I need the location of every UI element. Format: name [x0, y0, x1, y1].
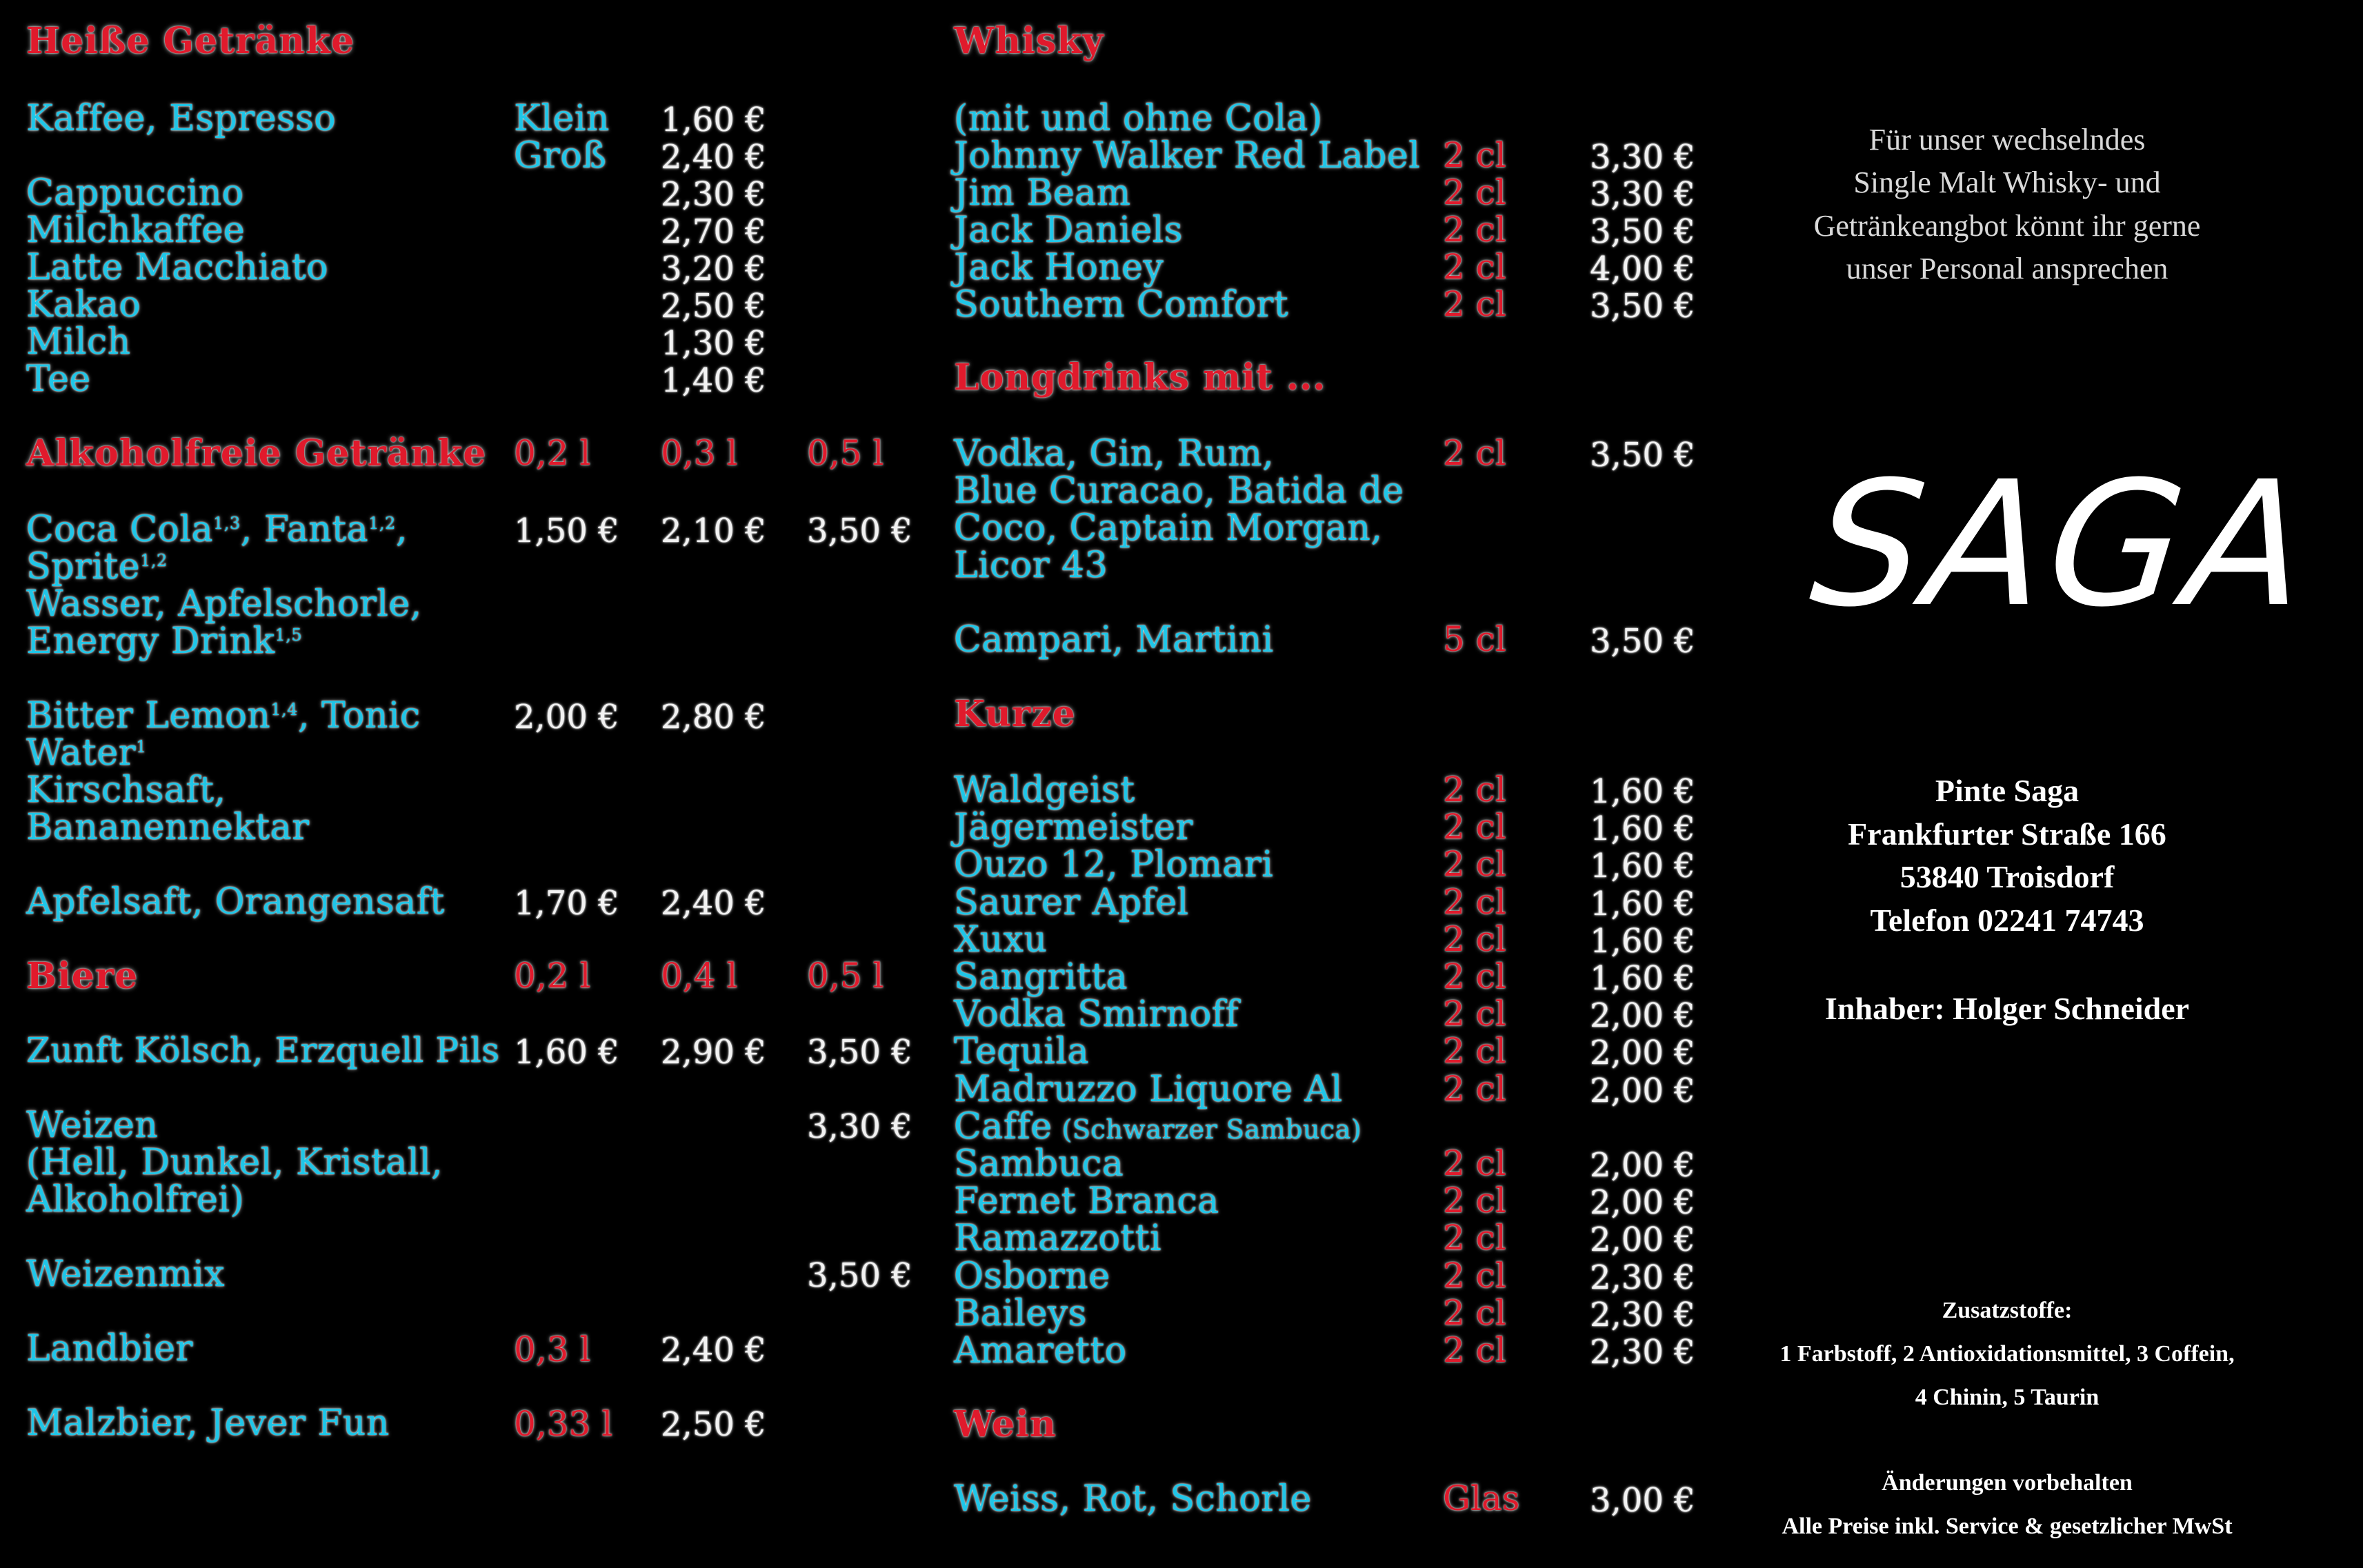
saga-logo: SAGA: [1803, 444, 2320, 645]
price: 3,50 €: [1590, 287, 1695, 325]
size: 2 cl: [1443, 994, 1506, 1034]
size: 2 cl: [1443, 284, 1506, 324]
menu-item-name: Kakao: [26, 284, 141, 325]
price: 2,80 €: [661, 698, 766, 736]
section-title-wine: Wein: [954, 1403, 1057, 1445]
menu-item-name: Licor 43: [954, 545, 1108, 586]
menu-item-name: Osborne: [954, 1255, 1110, 1297]
price: 2,00 €: [1590, 1071, 1695, 1110]
size: 2 cl: [1443, 881, 1506, 922]
size: 2 cl: [1443, 1068, 1506, 1109]
menu-item-name: Latte Macchiato: [26, 247, 328, 288]
section-title-longdrinks: Longdrinks mit ...: [954, 356, 1326, 399]
menu-item-name: Bitter Lemon$^{1,4}$, Tonic: [26, 695, 421, 736]
menu-item-name: Bananennektar: [26, 807, 310, 848]
section-title-softdrinks: Alkoholfreie Getränke: [26, 432, 487, 474]
menu-item-name: Weizen: [26, 1105, 159, 1146]
menu-item-name: Madruzzo Liquore Al: [954, 1068, 1343, 1110]
menu-item-name: Tequila: [954, 1031, 1089, 1073]
menu-item-name: Jägermeister: [954, 807, 1193, 849]
price: 1,60 €: [661, 101, 766, 139]
address-block: Pinte Saga Frankfurter Straße 166 53840 Troisdorf Telefon 02241 74743: [1848, 773, 2166, 938]
size: 2 cl: [1443, 1218, 1506, 1258]
size: 2 cl: [1443, 844, 1506, 885]
price: 4,00 €: [1590, 250, 1695, 288]
menu-item-name: Milch: [26, 321, 131, 363]
menu-item-name: Amaretto: [954, 1330, 1127, 1371]
menu-item-name: Tee: [26, 359, 91, 400]
menu-item-name: Ouzo 12, Plomari: [954, 844, 1274, 886]
menu-item-name: Sambuca: [954, 1143, 1124, 1185]
additives-block: Zusatzstoffe: 1 Farbstoff, 2 Antioxidationsmittel, 3 Coffein, 4 Chinin, 5 Taurin: [1779, 1298, 2235, 1410]
menu-item-name: Johnny Walker Red Label: [954, 135, 1421, 177]
price: 3,30 €: [1590, 138, 1695, 177]
price: 2,40 €: [661, 138, 766, 177]
size: 2 cl: [1443, 247, 1506, 287]
price: 3,00 €: [1590, 1481, 1695, 1520]
price: 2,00 €: [1590, 1146, 1695, 1185]
price: 2,10 €: [661, 512, 766, 550]
price: 2,00 €: [1590, 1034, 1695, 1073]
menu-item-name: Sangritta: [954, 956, 1128, 998]
size-header: 0,5 l: [807, 956, 884, 996]
menu-item-name: Alkoholfrei): [26, 1179, 245, 1220]
menu-item-name: Malzbier, Jever Fun: [26, 1403, 390, 1444]
menu-item-name: Blue Curacao, Batida de: [954, 470, 1404, 512]
footer-notes: Änderungen vorbehalten Alle Preise inkl. Service & gesetzlicher MwSt: [1782, 1470, 2233, 1539]
menu-item-name: Milchkaffee: [26, 210, 246, 251]
menu-item-name: Cappuccino: [26, 172, 244, 214]
size: 2 cl: [1443, 1143, 1506, 1183]
menu-item-name: Ramazzotti: [954, 1218, 1162, 1260]
menu-item-size: Klein: [514, 98, 610, 139]
section-title-beer: Biere: [26, 955, 139, 997]
menu-item-name: Xuxu: [954, 918, 1048, 961]
section-title-hot-drinks: Heiße Getränke: [26, 20, 355, 62]
size: 2 cl: [1443, 1031, 1506, 1072]
size-header: 0,5 l: [807, 433, 884, 473]
menu-item-name: Vodka Smirnoff: [954, 994, 1239, 1036]
price: 2,30 €: [661, 175, 766, 214]
price: 1,40 €: [661, 361, 766, 400]
size: 2 cl: [1443, 1255, 1506, 1296]
price: 2,00 €: [1590, 996, 1695, 1036]
menu-item-name: Energy Drink$^{1,5}$: [26, 621, 303, 662]
size: 0,3 l: [514, 1329, 591, 1369]
price: 2,00 €: [1590, 1183, 1695, 1223]
menu-item-label: Caffe: [954, 1105, 1053, 1147]
menu-item-name: Apfelsaft, Orangensaft: [26, 881, 445, 923]
menu-item-name: Kirschsaft,: [26, 770, 226, 811]
price: 2,30 €: [1590, 1333, 1695, 1371]
size-header: 0,2 l: [514, 956, 591, 996]
price: 2,70 €: [661, 212, 766, 251]
price: 3,50 €: [1590, 212, 1695, 251]
size: 2 cl: [1443, 135, 1506, 175]
price: 1,60 €: [1590, 810, 1695, 849]
price: 3,50 €: [807, 1033, 913, 1072]
price: 2,50 €: [661, 287, 766, 325]
menu-item-name: Coca Cola$^{1,3}$, Fanta$^{1,2}$,: [26, 509, 408, 550]
menu-item-name: Campari, Martini: [954, 619, 1274, 661]
menu-item-name: Southern Comfort: [954, 284, 1289, 325]
menu-item-subtitle: (Schwarzer Sambuca): [1061, 1114, 1362, 1145]
size-header: 0,2 l: [514, 433, 591, 473]
price: 1,60 €: [1590, 921, 1695, 961]
price: 1,70 €: [514, 884, 619, 923]
menu-item-name: Saurer Apfel: [954, 881, 1189, 923]
menu-item-name: Baileys: [954, 1292, 1087, 1334]
price: 2,90 €: [661, 1033, 766, 1072]
owner: Inhaber: Holger Schneider: [1824, 991, 2190, 1026]
price: 1,60 €: [1590, 847, 1695, 886]
price: 3,30 €: [807, 1107, 913, 1146]
price: 1,30 €: [661, 324, 766, 363]
price: 3,50 €: [1590, 436, 1695, 474]
price: 3,30 €: [1590, 175, 1695, 214]
menu-item-name: Kaffee, Espresso: [26, 98, 337, 139]
price: 2,30 €: [1590, 1258, 1695, 1297]
price: 2,00 €: [1590, 1220, 1695, 1260]
price: 2,40 €: [661, 1331, 766, 1369]
menu-item-name: Wasser, Apfelschorle,: [26, 583, 422, 625]
menu-item-name: Jim Beam: [954, 172, 1131, 214]
size: 2 cl: [1443, 918, 1506, 959]
menu-item-name: Jack Honey: [954, 247, 1164, 288]
menu-item-name: Vodka, Gin, Rum,: [954, 433, 1275, 474]
menu-item-name: Weizenmix: [26, 1254, 226, 1295]
menu-item-name: Sprite$^{1,2}$: [26, 546, 168, 587]
size: 2 cl: [1443, 1292, 1506, 1333]
menu-item-name: Waldgeist: [954, 770, 1135, 811]
size: 0,33 l: [514, 1404, 613, 1444]
price: 3,50 €: [807, 512, 913, 550]
menu-item-name: (Hell, Dunkel, Kristall,: [26, 1142, 443, 1183]
size: 2 cl: [1443, 956, 1506, 996]
size: 5 cl: [1443, 619, 1506, 659]
price: 2,40 €: [661, 884, 766, 923]
price: 1,60 €: [514, 1033, 619, 1072]
section-title-shots: Kurze: [954, 693, 1076, 735]
size: 2 cl: [1443, 1180, 1506, 1221]
menu-item-name: Water$^1$: [26, 732, 147, 774]
menu-item-name: Weiss, Rot, Schorle: [954, 1478, 1312, 1520]
price: 2,00 €: [514, 698, 619, 736]
price: 1,60 €: [1590, 959, 1695, 998]
price: 1,60 €: [1590, 884, 1695, 923]
whisky-note: (mit und ohne Cola): [954, 98, 1323, 139]
size: 2 cl: [1443, 807, 1506, 847]
menu-item-size: Groß: [514, 135, 607, 177]
menu-item-name: [954, 1105, 1362, 1147]
menu-item-name: Zunft Kölsch, Erzquell Pils: [26, 1030, 500, 1070]
price: 2,50 €: [661, 1405, 766, 1444]
size: Glas: [1443, 1478, 1520, 1518]
intro-text: Für unser wechselndes Single Malt Whisky- und Getränkeangbot könnt ihr gerne unser Personal ansprechen: [1813, 123, 2201, 286]
price: 3,20 €: [661, 250, 766, 288]
menu-item-name: Landbier: [26, 1328, 193, 1369]
price: 1,50 €: [514, 512, 619, 550]
price: 3,50 €: [1590, 622, 1695, 661]
size: 2 cl: [1443, 770, 1506, 810]
size: 2 cl: [1443, 1330, 1506, 1370]
price: 1,60 €: [1590, 772, 1695, 811]
menu-item-name: Coco, Captain Morgan,: [954, 507, 1383, 549]
size: 2 cl: [1443, 433, 1506, 473]
size: 2 cl: [1443, 172, 1506, 212]
section-title-whisky: Whisky: [954, 20, 1104, 62]
size-header: 0,3 l: [661, 433, 738, 473]
size-header: 0,4 l: [661, 956, 738, 996]
price: 2,30 €: [1590, 1295, 1695, 1334]
menu-item-name: Jack Daniels: [954, 210, 1183, 251]
size: 2 cl: [1443, 210, 1506, 250]
price: 3,50 €: [807, 1256, 913, 1295]
menu-item-name: Fernet Branca: [954, 1180, 1219, 1223]
